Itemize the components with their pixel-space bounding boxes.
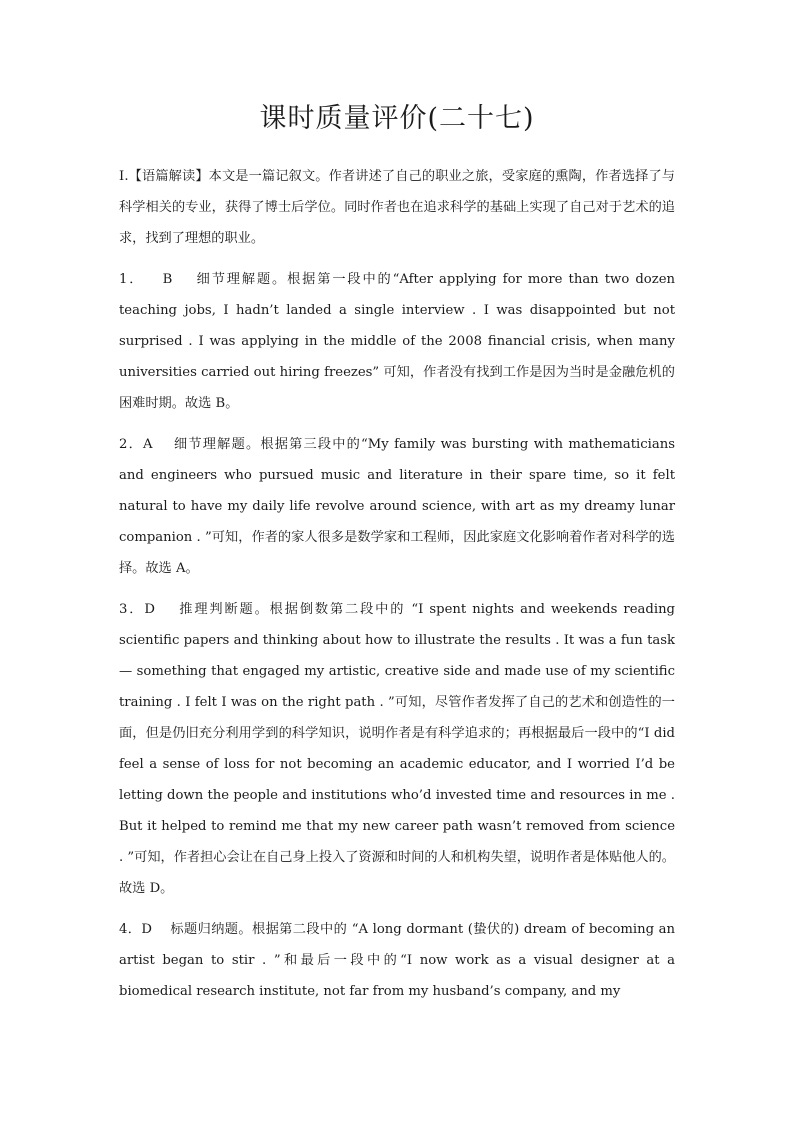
answer-choice: B (162, 272, 173, 287)
answer-explanation: 细节理解题。根据第三段中的“My family was bursting with mathematicians and engineers who pursued music and literature in their spare time, so it felt natural to have my daily life revolve around science, with art as my dreamy lunar companion . ”可知，作者的家人很多是数学家和工程师，因此家庭文化影响着作者对科学的选择。故选 A。 (119, 437, 675, 576)
answer-number: 1． (119, 272, 145, 287)
answer-number: 3． (119, 602, 145, 617)
answer-item (119, 429, 675, 584)
answer-explanation: 细节理解题。根据第一段中的“After applying for more than two dozen teaching jobs, I hadn’t landed a single interview . I was disappointed but not surprised . I was applying in the middle of the 2008 financial crisis, when many universities carried out hiring freezes” 可知，作者没有找到工作是因为当时是金融危机的困难时期。故选 B。 (119, 272, 675, 411)
answer-choice: D (141, 922, 152, 937)
document-page (119, 96, 675, 1017)
answer-number: 4． (119, 922, 142, 937)
answer-choice: D (144, 602, 155, 617)
answer-item (119, 594, 675, 904)
page-title: 课时质量评价(二十七) (259, 103, 535, 134)
intro-prefix: Ⅰ.【语篇解读】 (119, 169, 209, 184)
answer-number: 2． (119, 437, 143, 452)
answer-item (119, 264, 675, 419)
answer-explanation: 推理判断题。根据倒数第二段中的 “I spent nights and weekends reading scientific papers and thinking about how to illustrate the results . It was a fun task — something that engaged my artistic, creative side and made use of my scientific training . I felt I was on the right path . ”可知，尽管作者发挥了自己的艺术和创造性的一面，但是仍旧充分利用学到的科学知识，说明作者是有科学追求的；再根据最后一段中的“I did feel a sense of loss for not becoming an academic educator, and I worried I’d be letting down the people and institutions who’d invested time and resources in me . But it helped to remind me that my new career path wasn’t removed from science . ”可知，作者担心会让在自己身上投入了资源和时间的人和机构失望，说明作者是体贴他人的。故选 D。 (119, 602, 675, 896)
answer-choice: A (142, 437, 153, 452)
intro-text: 本文是一篇记叙文。作者讲述了自己的职业之旅，受家庭的熏陶，作者选择了与科学相关的专业，获得了博士后学位。同时作者也在追求科学的基础上实现了自己对于艺术的追求，找到了理想的职业。 (119, 169, 675, 246)
reading-intro (119, 161, 675, 254)
answer-explanation: 标题归纳题。根据第二段中的 “A long dormant (蛰伏的) dream of becoming an artist began to stir . ”和最后一段中的“I now work as a visual designer at a biomedical research institute, not far from my husband’s company, and my (119, 922, 676, 999)
answer-item (119, 914, 675, 1007)
